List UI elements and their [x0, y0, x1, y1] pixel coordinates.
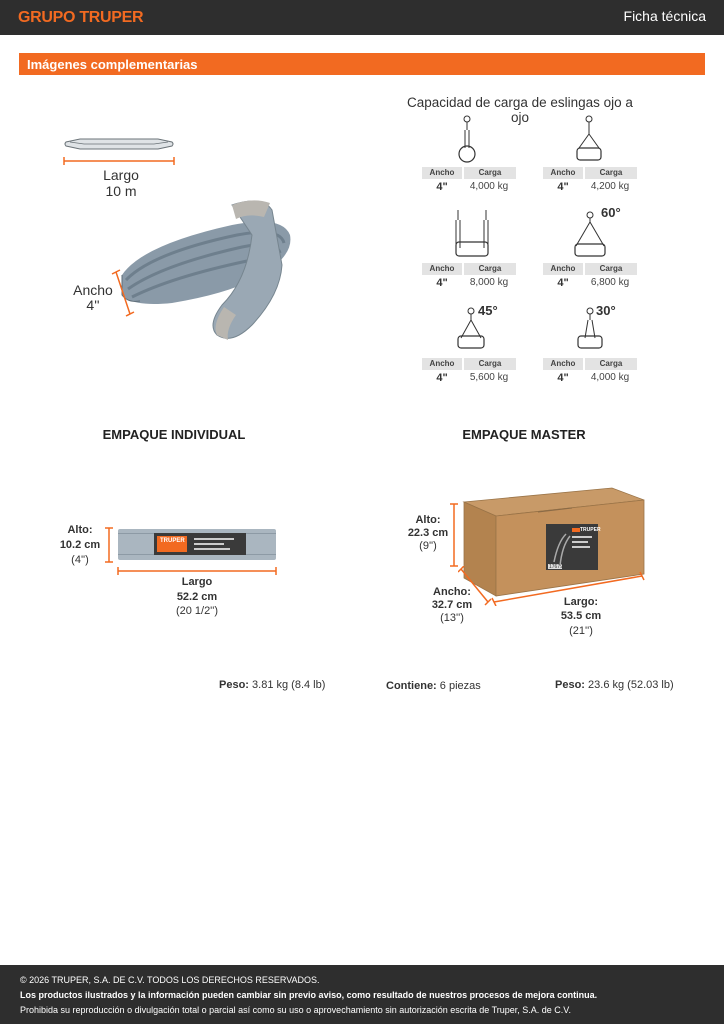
master-height-label: Alto:: [415, 514, 441, 526]
sling-length-value: 10 m: [105, 183, 137, 199]
master-width-label: Ancho:: [433, 586, 471, 598]
ancho-value: 4": [436, 372, 448, 384]
ancho-header: Ancho: [422, 263, 462, 275]
document-type-label: Ficha técnica: [623, 8, 706, 24]
footer-copyright: © 2026 TRUPER, S.A. DE C.V. TODOS LOS DERECHOS RESERVADOS.: [20, 975, 320, 985]
individual-length-in: (20 1/2''): [175, 605, 219, 617]
individual-package-title: EMPAQUE INDIVIDUAL: [102, 427, 246, 442]
master-weight: [555, 679, 674, 691]
individual-weight-label: Peso:: [219, 679, 249, 691]
individual-weight-value: 3.81 kg (8.4 lb): [252, 679, 326, 691]
individual-package-image: [118, 529, 276, 560]
ancho-header: Ancho: [543, 167, 583, 179]
ancho-value: 4": [557, 277, 569, 289]
section-header: [19, 53, 705, 75]
carga-value: 8,000 kg: [469, 277, 509, 288]
master-width-in: (13''): [440, 612, 464, 624]
ancho-header: Ancho: [422, 167, 462, 179]
top-header-bar: [0, 0, 724, 35]
coiled-sling-image: [112, 185, 298, 350]
individual-weight: [219, 679, 325, 691]
ancho-value: 4": [557, 181, 569, 193]
ancho-value: 4": [436, 277, 448, 289]
package-brand: TRUPER: [160, 538, 185, 544]
basket-hitch-icon: [452, 208, 492, 260]
carga-header: Carga: [585, 167, 637, 179]
master-length-in: (21''): [569, 625, 593, 637]
box-brand: TRUPER: [580, 527, 601, 533]
footer-notice: Los productos ilustrados y la información pueden cambiar sin previo aviso, como resultado de nuestros procesos de mejora continua.: [20, 990, 598, 1000]
carga-value: 6,800 kg: [590, 277, 630, 288]
carga-header: Carga: [464, 263, 516, 275]
master-contents: [386, 680, 481, 692]
sling-width-label: Ancho: [73, 282, 113, 298]
master-width-cm: 32.7 cm: [431, 599, 473, 611]
master-length-cm: 53.5 cm: [560, 610, 602, 622]
master-weight-label: Peso:: [555, 679, 585, 691]
individual-length-label: Largo: [181, 576, 213, 588]
master-contents-label: Contiene:: [386, 680, 437, 692]
individual-length-cm: 52.2 cm: [176, 591, 218, 603]
flat-sling-illustration: [60, 132, 178, 166]
legal-footer: [0, 965, 724, 1024]
sling-width-value: 4'': [86, 297, 100, 313]
ancho-value: 4": [436, 181, 448, 193]
master-height-in: (9''): [419, 540, 437, 552]
ancho-header: Ancho: [422, 358, 462, 370]
footer-prohibition: Prohibida su reproducción o divulgación total o parcial así como su uso o aprovechamiento sin autorización escrita de Truper, S.A. de C.V.: [20, 1005, 571, 1015]
angle-60-label: 60°: [601, 205, 621, 220]
vertical-hitch-icon: [456, 114, 478, 166]
ancho-header: Ancho: [543, 263, 583, 275]
carga-header: Carga: [585, 358, 637, 370]
master-height-cm: 22.3 cm: [407, 527, 449, 539]
carga-value: 4,000 kg: [469, 181, 509, 192]
carga-header: Carga: [585, 263, 637, 275]
individual-height-label: Alto:: [67, 524, 93, 536]
master-weight-value: 23.6 kg (52.03 lb): [588, 679, 674, 691]
choker-hitch-icon: [574, 114, 604, 164]
brand-logo: GRUPO TRUPER: [18, 9, 144, 26]
ancho-value: 4": [557, 372, 569, 384]
capacity-title: Capacidad de carga de eslingas ojo a ojo: [407, 95, 633, 125]
box-code: 17679: [549, 564, 563, 570]
master-length-label: Largo:: [563, 596, 599, 608]
carga-header: Carga: [464, 358, 516, 370]
individual-height-in: (4''): [71, 554, 89, 566]
master-package-title: EMPAQUE MASTER: [462, 427, 586, 442]
master-height-line: [448, 502, 460, 568]
carga-value: 4,000 kg: [590, 372, 630, 383]
section-title: Imágenes complementarias: [27, 57, 198, 72]
angle-30-label: 30°: [596, 303, 616, 318]
package-label: [154, 533, 246, 555]
ancho-header: Ancho: [543, 358, 583, 370]
individual-height-line: [104, 526, 114, 564]
carga-value: 5,600 kg: [469, 372, 509, 383]
sling-length-label: Largo: [103, 167, 139, 183]
carga-value: 4,200 kg: [590, 181, 630, 192]
angle-45-label: 45°: [478, 303, 498, 318]
individual-height-cm: 10.2 cm: [59, 539, 101, 551]
master-contents-value: 6 piezas: [439, 680, 481, 692]
carga-header: Carga: [464, 167, 516, 179]
individual-length-line: [116, 566, 278, 576]
